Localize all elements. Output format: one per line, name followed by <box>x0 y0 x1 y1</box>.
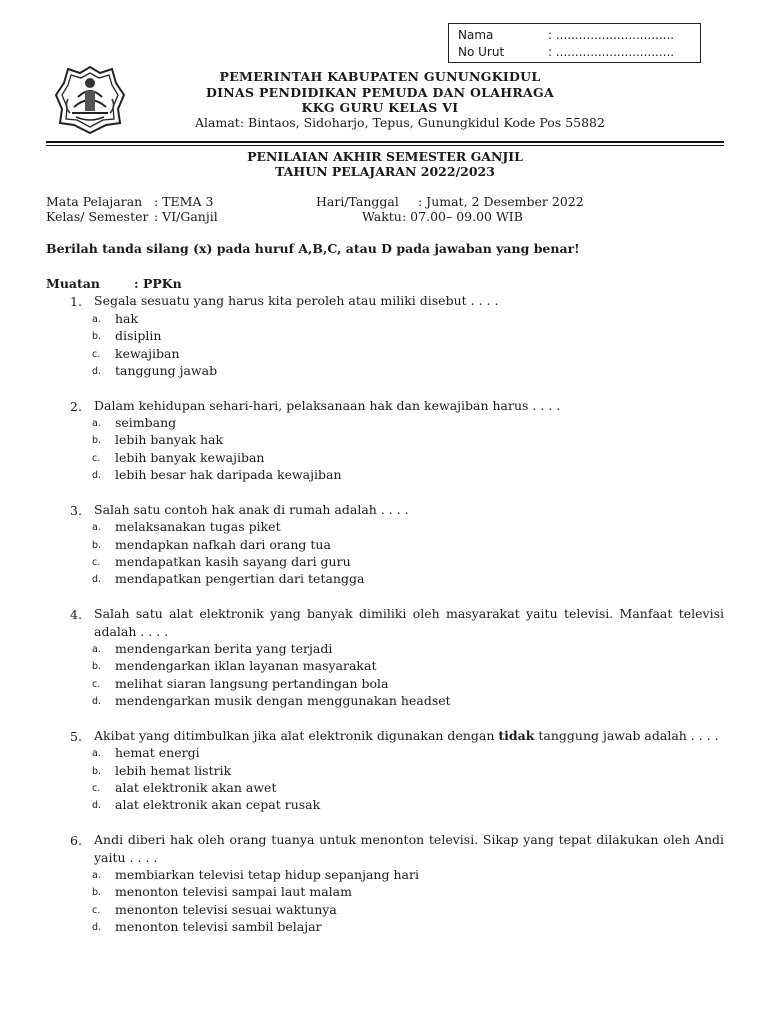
student-identity-box <box>448 23 701 63</box>
question-text: Segala sesuatu yang harus kita peroleh atau miliki disebut . . . . <box>94 293 499 308</box>
option-text: kewajiban <box>115 346 180 361</box>
option-letter: c. <box>92 557 101 568</box>
option-letter: d. <box>92 574 102 585</box>
regency-emblem-icon <box>54 63 126 135</box>
option-text: hak <box>115 311 139 326</box>
option-text: seimbang <box>115 415 177 430</box>
option-letter: b. <box>92 331 102 342</box>
muatan-value: : PPKn <box>134 276 182 291</box>
option-text: mendapkan nafkah dari orang tua <box>115 537 331 552</box>
option-text: alat elektronik akan awet <box>115 780 277 795</box>
option-letter: a. <box>92 314 101 325</box>
option-letter: b. <box>92 540 102 551</box>
option-letter: a. <box>92 522 101 533</box>
option-letter: b. <box>92 435 102 446</box>
class-label: Kelas/ Semester <box>46 209 149 224</box>
number-field[interactable]: : ............................... <box>548 45 675 59</box>
question-text: Salah satu contoh hak anak di rumah adalah . . . . <box>94 502 409 517</box>
option-letter: c. <box>92 905 101 916</box>
option-text: mendapatkan kasih sayang dari guru <box>115 554 351 569</box>
option-text: hemat energi <box>115 745 200 760</box>
option-text: membiarkan televisi tetap hidup sepanjang hari <box>115 867 419 882</box>
option-letter: b. <box>92 661 102 672</box>
option-letter: a. <box>92 748 101 759</box>
option-text: lebih banyak hak <box>115 432 224 447</box>
question-number: 2. <box>70 399 82 414</box>
name-label: Nama <box>458 28 494 42</box>
option-letter: b. <box>92 887 102 898</box>
name-row <box>458 27 674 43</box>
class-value: : VI/Ganjil <box>154 209 218 224</box>
subject-label: Mata Pelajaran <box>46 194 143 209</box>
question-number: 4. <box>70 607 82 622</box>
exam-title: PENILAIAN AKHIR SEMESTER GANJIL <box>247 149 523 164</box>
subject-value: : TEMA 3 <box>154 194 214 209</box>
emphasis-word: tidak <box>498 728 535 743</box>
name-field[interactable]: : ............................... <box>548 28 675 42</box>
option-letter: d. <box>92 366 102 377</box>
option-text: menonton televisi sesuai waktunya <box>115 902 337 917</box>
time-label: Waktu <box>362 209 402 224</box>
letterhead-divider-thin <box>46 145 724 146</box>
letterhead-line-2: DINAS PENDIDIKAN PEMUDA DAN OLAHRAGA <box>205 85 555 100</box>
time-value: : 07.00– 09.00 WIB <box>402 209 523 224</box>
option-text: menonton televisi sambil belajar <box>115 919 322 934</box>
letterhead-divider-thick <box>46 141 724 143</box>
muatan-label: Muatan <box>46 276 100 291</box>
option-text: lebih besar hak daripada kewajiban <box>115 467 342 482</box>
option-letter: c. <box>92 679 101 690</box>
option-text: melihat siaran langsung pertandingan bola <box>115 676 389 691</box>
instruction-text: Berilah tanda silang (x) pada huruf A,B,C, atau D pada jawaban yang benar! <box>46 241 580 256</box>
question-text: Akibat yang ditimbulkan jika alat elektronik digunakan dengan tidak tanggung jawab adalah . . . . <box>94 728 719 743</box>
question-number: 5. <box>70 729 82 744</box>
option-text: mendengarkan musik dengan menggunakan headset <box>115 693 451 708</box>
letterhead-address: Alamat: Bintaos, Sidoharjo, Tepus, Gunungkidul Kode Pos 55882 <box>195 115 605 130</box>
letterhead-line-3: KKG GURU KELAS VI <box>301 100 459 115</box>
option-letter: d. <box>92 922 102 933</box>
number-label: No Urut <box>458 45 505 59</box>
question-text: Salah satu alat elektronik yang banyak dimiliki oleh masyarakat yaitu televisi. Manfaat televisi adalah . . . . <box>94 606 724 639</box>
option-letter: c. <box>92 349 101 360</box>
option-text: lebih banyak kewajiban <box>115 450 265 465</box>
question-number: 6. <box>70 833 82 848</box>
day-value: : Jumat, 2 Desember 2022 <box>418 194 584 209</box>
option-letter: b. <box>92 766 102 777</box>
exam-year: TAHUN PELAJARAN 2022/2023 <box>275 164 495 179</box>
muatan-heading <box>46 276 182 291</box>
letterhead-line-1: PEMERINTAH KABUPATEN GUNUNGKIDUL <box>219 69 541 84</box>
option-letter: a. <box>92 870 101 881</box>
question-number: 1. <box>70 294 82 309</box>
option-text: menonton televisi sampai laut malam <box>115 884 352 899</box>
option-text: mendengarkan berita yang terjadi <box>115 641 333 656</box>
option-letter: a. <box>92 644 101 655</box>
option-text: mendapatkan pengertian dari tetangga <box>115 571 365 586</box>
option-text: mendengarkan iklan layanan masyarakat <box>115 658 377 673</box>
option-text: melaksanakan tugas piket <box>115 519 281 534</box>
option-letter: d. <box>92 470 102 481</box>
option-letter: d. <box>92 696 102 707</box>
question-number: 3. <box>70 503 82 518</box>
day-label: Hari/Tanggal <box>316 194 399 209</box>
option-text: alat elektronik akan cepat rusak <box>115 797 321 812</box>
option-letter: d. <box>92 800 102 811</box>
option-text: disiplin <box>115 328 162 343</box>
option-text: tanggung jawab <box>115 363 218 378</box>
option-letter: c. <box>92 783 101 794</box>
question-text: Andi diberi hak oleh orang tuanya untuk menonton televisi. Sikap yang tepat dilakukan oleh Andi yaitu . . . . <box>94 832 724 865</box>
option-text: lebih hemat listrik <box>115 763 232 778</box>
option-letter: c. <box>92 453 101 464</box>
question-text: Dalam kehidupan sehari-hari, pelaksanaan hak dan kewajiban harus . . . . <box>94 398 561 413</box>
number-row <box>458 44 674 60</box>
option-letter: a. <box>92 418 101 429</box>
